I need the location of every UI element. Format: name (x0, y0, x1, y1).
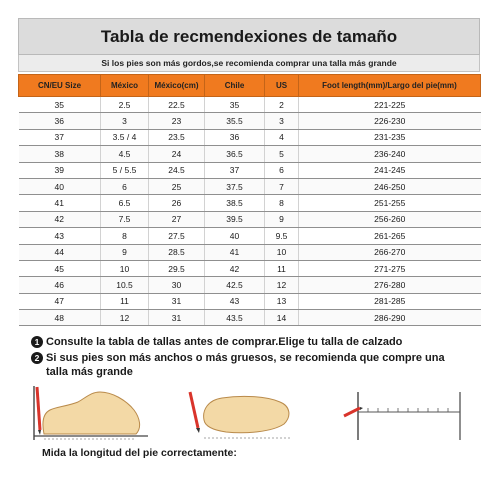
table-row (19, 195, 481, 211)
cell-chile: 42 (205, 260, 265, 276)
table-row (19, 113, 481, 129)
note-2-line-1: Si sus pies son más anchos o más gruesos, se recomienda que compre una (46, 352, 445, 364)
cell-chile: 42.5 (205, 277, 265, 293)
size-table (18, 74, 481, 326)
cell-cn-eu: 40 (19, 178, 101, 194)
cell-foot-length: 241-245 (299, 162, 481, 178)
cell-mexico-cm: 31 (149, 293, 205, 309)
cell-cn-eu: 47 (19, 293, 101, 309)
cell-mexico: 8 (101, 228, 149, 244)
cell-cn-eu: 38 (19, 146, 101, 162)
pencil-tip (360, 407, 363, 410)
cell-cn-eu: 42 (19, 211, 101, 227)
table-row (19, 97, 481, 113)
cell-foot-length: 271-275 (299, 260, 481, 276)
note-2 (31, 351, 445, 379)
cell-chile: 38.5 (205, 195, 265, 211)
measure-caption: Mida la longitud del pie correctamente: (42, 447, 237, 459)
cell-cn-eu: 36 (19, 113, 101, 129)
cell-mexico-cm: 22.5 (149, 97, 205, 113)
pencil-icon (190, 392, 198, 428)
foot-top-shape (204, 396, 289, 432)
cell-mexico: 5 / 5.5 (101, 162, 149, 178)
cell-foot-length: 251-255 (299, 195, 481, 211)
header-foot-length: Foot length(mm)/Largo del pie(mm) (299, 75, 481, 97)
cell-mexico: 11 (101, 293, 149, 309)
note-1-text: Consulte la tabla de tallas antes de comprar.Elige tu talla de calzado (46, 336, 403, 348)
cell-chile: 39.5 (205, 211, 265, 227)
table-row (19, 277, 481, 293)
cell-mexico: 10.5 (101, 277, 149, 293)
cell-us: 9 (265, 211, 299, 227)
cell-us: 3 (265, 113, 299, 129)
cell-mexico-cm: 27.5 (149, 228, 205, 244)
cell-cn-eu: 46 (19, 277, 101, 293)
cell-chile: 36.5 (205, 146, 265, 162)
cell-chile: 36 (205, 129, 265, 145)
header-chile: Chile (205, 75, 265, 97)
cell-foot-length: 231-235 (299, 129, 481, 145)
cell-chile: 37 (205, 162, 265, 178)
page-title: Tabla de recmendexiones de tamaño (18, 18, 480, 55)
foot-side-shape (43, 392, 140, 434)
note-1 (31, 335, 402, 349)
cell-cn-eu: 44 (19, 244, 101, 260)
foot-top-view-illustration (182, 386, 298, 442)
cell-us: 6 (265, 162, 299, 178)
foot-side-view-illustration (28, 384, 150, 442)
cell-cn-eu: 48 (19, 310, 101, 326)
cell-mexico-cm: 24 (149, 146, 205, 162)
cell-us: 10 (265, 244, 299, 260)
table-row (19, 260, 481, 276)
table-row (19, 146, 481, 162)
cell-mexico: 6 (101, 178, 149, 194)
cell-chile: 35 (205, 97, 265, 113)
cell-foot-length: 276-280 (299, 277, 481, 293)
page-subtitle: Si los pies son más gordos,se recomienda comprar una talla más grande (18, 55, 480, 72)
cell-chile: 43 (205, 293, 265, 309)
cell-foot-length: 281-285 (299, 293, 481, 309)
table-row (19, 310, 481, 326)
size-table-header (19, 75, 481, 97)
cell-mexico: 3.5 / 4 (101, 129, 149, 145)
header-us: US (265, 75, 299, 97)
cell-mexico: 3 (101, 113, 149, 129)
cell-us: 9.5 (265, 228, 299, 244)
cell-us: 5 (265, 146, 299, 162)
cell-mexico: 9 (101, 244, 149, 260)
cell-foot-length: 246-250 (299, 178, 481, 194)
cell-mexico-cm: 27 (149, 211, 205, 227)
table-row (19, 211, 481, 227)
cell-chile: 43.5 (205, 310, 265, 326)
note-2-line-2: talla más grande (46, 366, 133, 378)
cell-mexico-cm: 23 (149, 113, 205, 129)
header-mexico: México (101, 75, 149, 97)
number-2-icon: 2 (31, 352, 43, 364)
cell-us: 2 (265, 97, 299, 113)
cell-foot-length: 226-230 (299, 113, 481, 129)
cell-cn-eu: 45 (19, 260, 101, 276)
cell-mexico: 7.5 (101, 211, 149, 227)
cell-mexico-cm: 29.5 (149, 260, 205, 276)
cell-us: 12 (265, 277, 299, 293)
cell-us: 14 (265, 310, 299, 326)
table-row (19, 228, 481, 244)
cell-mexico-cm: 28.5 (149, 244, 205, 260)
cell-foot-length: 286-290 (299, 310, 481, 326)
cell-us: 7 (265, 178, 299, 194)
cell-chile: 35.5 (205, 113, 265, 129)
cell-chile: 41 (205, 244, 265, 260)
header-cn-eu: CN/EU Size (19, 75, 101, 97)
cell-foot-length: 266-270 (299, 244, 481, 260)
table-row (19, 293, 481, 309)
cell-cn-eu: 35 (19, 97, 101, 113)
number-1-icon: 1 (31, 336, 43, 348)
cell-mexico-cm: 23.5 (149, 129, 205, 145)
cell-foot-length: 261-265 (299, 228, 481, 244)
table-row (19, 244, 481, 260)
pencil-icon (37, 387, 40, 430)
cell-cn-eu: 39 (19, 162, 101, 178)
cell-mexico-cm: 30 (149, 277, 205, 293)
cell-chile: 37.5 (205, 178, 265, 194)
cell-foot-length: 256-260 (299, 211, 481, 227)
table-row (19, 162, 481, 178)
cell-mexico-cm: 26 (149, 195, 205, 211)
cell-mexico: 4.5 (101, 146, 149, 162)
cell-foot-length: 221-225 (299, 97, 481, 113)
cell-mexico: 12 (101, 310, 149, 326)
cell-mexico: 2.5 (101, 97, 149, 113)
cell-chile: 40 (205, 228, 265, 244)
size-table-body (19, 97, 481, 326)
ruler-measurement-illustration (340, 386, 474, 442)
pencil-tip (196, 428, 200, 433)
cell-mexico: 6.5 (101, 195, 149, 211)
cell-foot-length: 236-240 (299, 146, 481, 162)
cell-cn-eu: 43 (19, 228, 101, 244)
cell-mexico: 10 (101, 260, 149, 276)
cell-cn-eu: 41 (19, 195, 101, 211)
cell-us: 11 (265, 260, 299, 276)
cell-us: 13 (265, 293, 299, 309)
table-row (19, 178, 481, 194)
pencil-tip (38, 430, 41, 435)
cell-mexico-cm: 24.5 (149, 162, 205, 178)
table-row (19, 129, 481, 145)
cell-mexico-cm: 25 (149, 178, 205, 194)
cell-cn-eu: 37 (19, 129, 101, 145)
cell-us: 4 (265, 129, 299, 145)
cell-us: 8 (265, 195, 299, 211)
cell-mexico-cm: 31 (149, 310, 205, 326)
ruler-ticks (368, 408, 448, 412)
header-row (19, 75, 481, 97)
header-mexico-cm: México(cm) (149, 75, 205, 97)
